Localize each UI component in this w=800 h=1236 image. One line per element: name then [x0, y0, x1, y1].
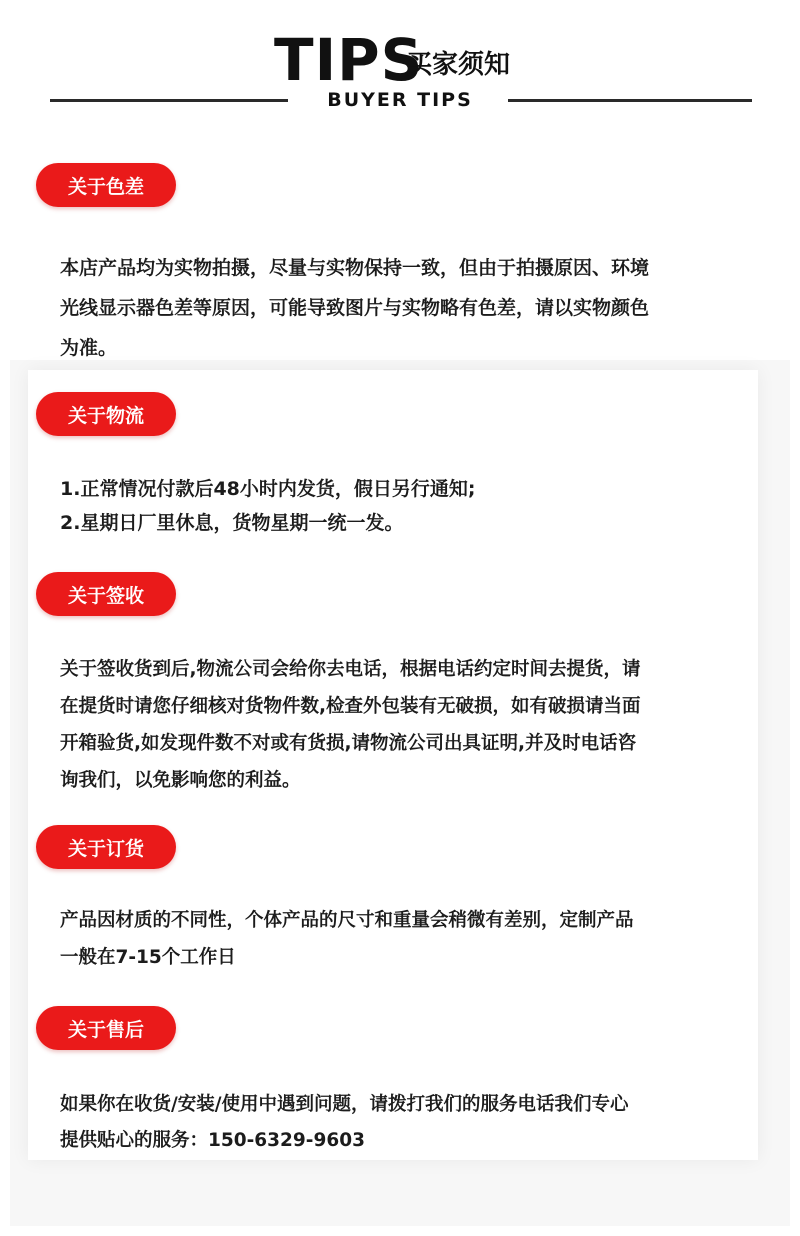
- text-line: 询我们，以免影响您的利益。: [60, 770, 301, 791]
- section-label-after-sales: 关于售后: [36, 1006, 176, 1050]
- text-line: 2.星期日厂里休息，货物星期一统一发。: [60, 512, 404, 534]
- text-line: 本店产品均为实物拍摄，尽量与实物保持一致，但由于拍摄原因、环境: [60, 257, 650, 279]
- subtitle-buyer-tips: BUYER TIPS: [327, 89, 473, 111]
- section-body-receipt: [60, 651, 770, 799]
- title-tips: TIPS: [274, 26, 424, 94]
- section-body-logistics: [60, 472, 770, 540]
- text-line: 1.正常情况付款后48小时内发货，假日另行通知;: [60, 478, 476, 500]
- text-line: 产品因材质的不同性，个体产品的尺寸和重量会稍微有差别，定制产品: [60, 910, 634, 931]
- header: [0, 28, 800, 118]
- divider-right: [508, 99, 752, 102]
- section-label-color-difference: 关于色差: [36, 163, 176, 207]
- section-body-ordering: [60, 902, 770, 976]
- divider-left: [50, 99, 288, 102]
- text-line: 关于签收货到后,物流公司会给你去电话，根据电话约定时间去提货，请: [60, 659, 641, 680]
- section-body-after-sales: [60, 1087, 770, 1159]
- text-line: 光线显示器色差等原因，可能导致图片与实物略有色差，请以实物颜色: [60, 297, 650, 319]
- text-line: 开箱验货,如发现件数不对或有货损,请物流公司出具证明,并及时电话咨: [60, 733, 637, 754]
- text-line: 在提货时请您仔细核对货物件数,检查外包装有无破损，如有破损请当面: [60, 696, 641, 717]
- title-buyer-notice: 买家须知: [406, 50, 511, 80]
- text-line: 一般在7-15个工作日: [60, 947, 236, 968]
- text-line: 如果你在收货/安装/使用中遇到问题，请拨打我们的服务电话我们专心: [60, 1094, 629, 1115]
- section-label-ordering: 关于订货: [36, 825, 176, 869]
- text-line: 为准。: [60, 337, 118, 359]
- section-label-logistics: 关于物流: [36, 392, 176, 436]
- section-label-receipt: 关于签收: [36, 572, 176, 616]
- service-phone-line: 提供贴心的服务：150-6329-9603: [60, 1130, 365, 1151]
- section-body-color-difference: [60, 248, 770, 368]
